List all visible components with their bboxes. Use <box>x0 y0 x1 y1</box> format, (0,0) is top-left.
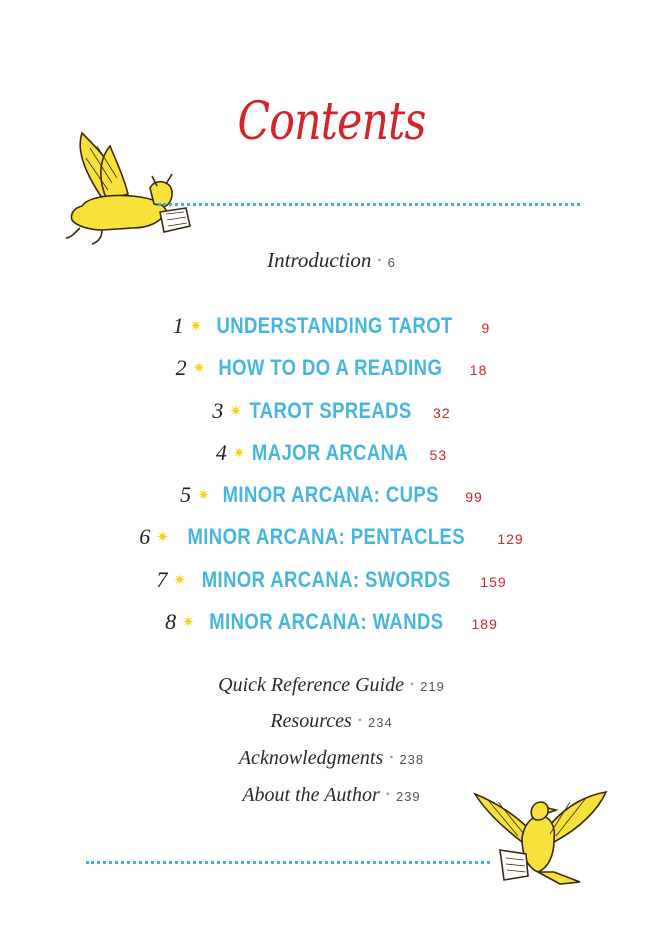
back-matter-label: Resources <box>270 710 352 732</box>
chapter-number: 2 <box>175 355 187 380</box>
chapter-title: MINOR ARCANA: WANDS <box>209 609 444 634</box>
toc-chapter-8[interactable] <box>0 606 663 638</box>
toc-chapter-6[interactable] <box>0 521 663 553</box>
star-icon: ✷ <box>192 359 206 377</box>
back-matter-page: 239 <box>395 789 421 804</box>
star-icon: ✷ <box>229 402 242 420</box>
chapter-title: MINOR ARCANA: SWORDS <box>201 567 451 592</box>
dotted-divider-bottom <box>86 861 490 864</box>
chapter-page: 189 <box>471 616 498 632</box>
separator-dot: • <box>377 253 382 267</box>
toc-introduction[interactable] <box>0 248 663 273</box>
introduction-label: Introduction <box>267 248 372 272</box>
chapter-title: MINOR ARCANA: PENTACLES <box>187 524 465 549</box>
eagle-icon <box>470 780 610 890</box>
back-matter-label: About the Author <box>242 784 380 806</box>
toc-resources[interactable] <box>0 710 663 733</box>
star-icon: ✷ <box>197 486 210 504</box>
toc-chapter-7[interactable] <box>0 564 663 596</box>
separator-dot: • <box>357 713 362 727</box>
chapter-number: 5 <box>180 482 192 507</box>
dotted-divider-top <box>158 203 580 206</box>
introduction-page: 6 <box>387 255 396 270</box>
chapter-number: 4 <box>215 440 227 465</box>
back-matter-page: 238 <box>399 752 425 767</box>
star-icon: ✷ <box>156 528 169 546</box>
chapter-number: 8 <box>165 609 177 634</box>
chapter-page: 53 <box>429 447 448 463</box>
toc-chapter-3[interactable] <box>0 395 663 427</box>
separator-dot: • <box>389 750 394 764</box>
page-title: Contents <box>237 92 426 152</box>
star-icon: ✷ <box>189 317 203 335</box>
chapter-page: 32 <box>433 405 451 421</box>
separator-dot: • <box>385 787 390 801</box>
chapter-number: 1 <box>172 313 184 338</box>
chapter-number: 7 <box>156 567 168 592</box>
toc-chapter-1[interactable] <box>0 310 663 342</box>
toc-acknowledgments[interactable] <box>0 747 663 770</box>
back-matter-label: Quick Reference Guide <box>218 674 404 696</box>
chapter-title: TAROT SPREADS <box>249 398 412 423</box>
chapter-page: 9 <box>481 320 491 336</box>
chapter-title: UNDERSTANDING TAROT <box>216 313 454 338</box>
chapter-title: MAJOR ARCANA <box>252 440 409 465</box>
chapter-title: HOW TO DO A READING <box>218 355 443 380</box>
chapter-page: 159 <box>480 574 507 590</box>
toc-quick-reference[interactable] <box>0 674 663 697</box>
toc-chapter-4[interactable] <box>0 437 663 469</box>
chapter-number: 3 <box>212 398 224 423</box>
chapter-page: 99 <box>465 489 483 505</box>
chapter-title: MINOR ARCANA: CUPS <box>222 482 439 507</box>
separator-dot: • <box>409 677 415 691</box>
chapter-page: 129 <box>497 531 524 547</box>
back-matter-page: 234 <box>367 715 393 730</box>
back-matter-page: 219 <box>420 679 445 694</box>
back-matter-label: Acknowledgments <box>238 747 384 769</box>
chapter-number: 6 <box>139 524 151 549</box>
star-icon: ✷ <box>182 613 195 631</box>
star-icon: ✷ <box>232 444 246 462</box>
toc-chapter-2[interactable] <box>0 352 663 384</box>
winged-bull-icon <box>62 128 192 248</box>
star-icon: ✷ <box>173 571 186 589</box>
toc-chapter-5[interactable] <box>0 479 663 511</box>
chapter-page: 18 <box>469 362 488 378</box>
